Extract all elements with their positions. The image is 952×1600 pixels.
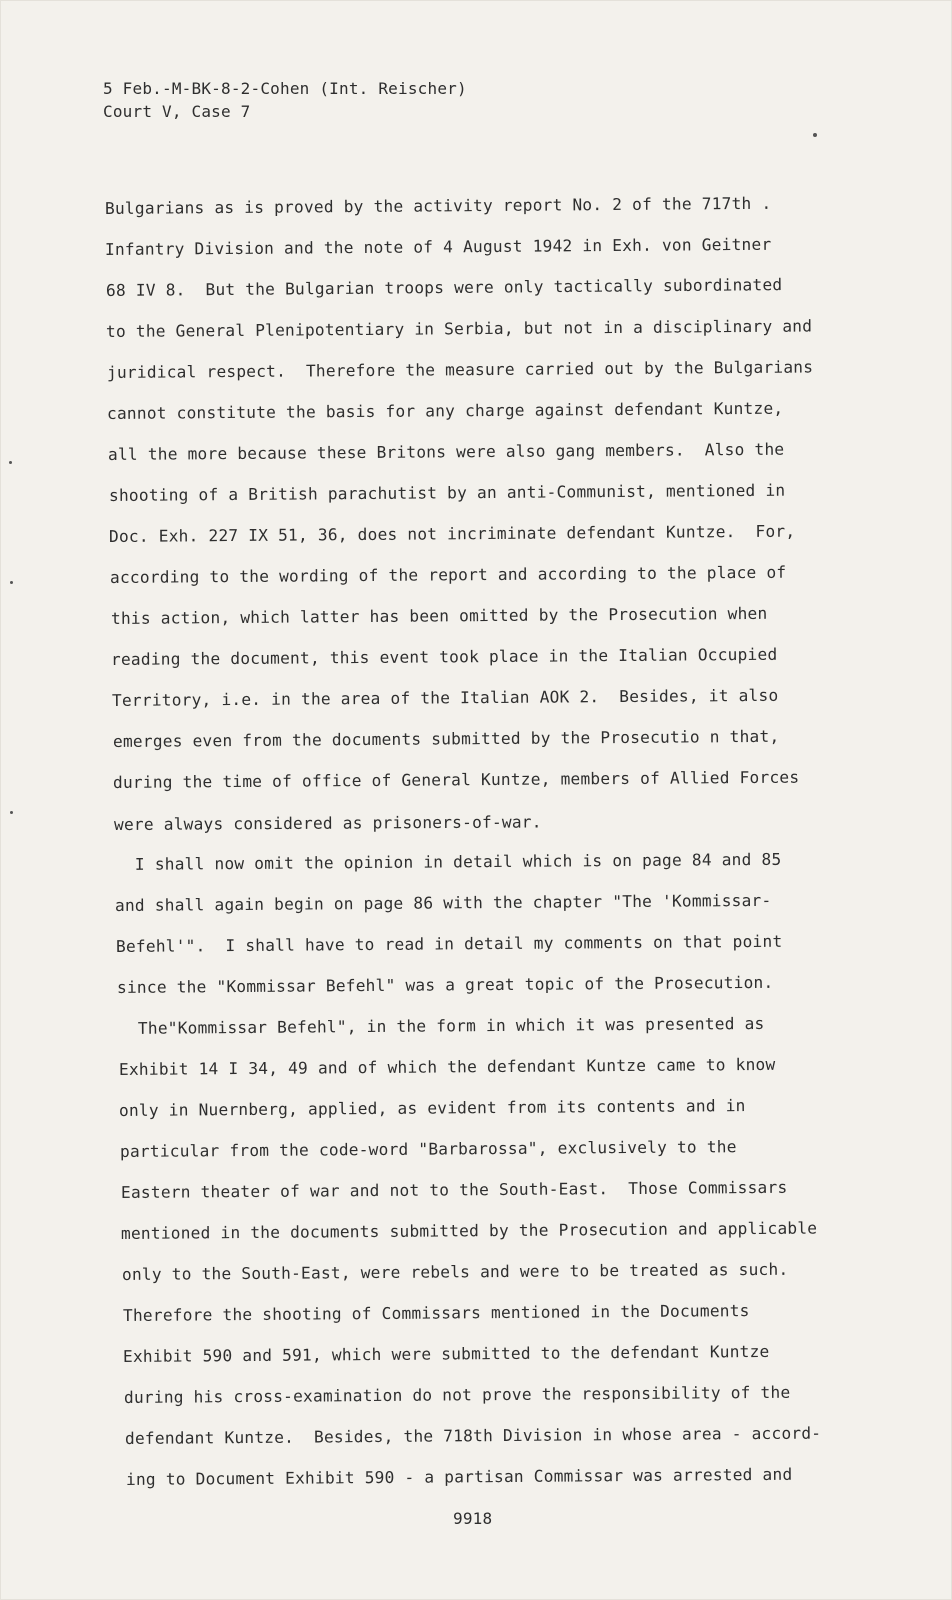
paper-speck	[9, 461, 12, 464]
body-line: shooting of a British parachutist by an anti-Communist, mentioned in	[108, 480, 786, 505]
body-line: ing to Document Exhibit 590 - a partisan Commissar was arrested and	[125, 1464, 793, 1489]
body-line: cannot constitute the basis for any charge against defendant Kuntze,	[106, 398, 784, 423]
body-line: reading the document, this event took place in the Italian Occupied	[110, 644, 778, 669]
body-line: Therefore the shooting of Commissars mentioned in the Documents	[122, 1301, 750, 1325]
body-line: Eastern theater of war and not to the South-East. Those Commissars	[120, 1177, 788, 1202]
body-line: all the more because these Britons were also gang members. Also the	[107, 439, 785, 464]
body-line: juridical respect. Therefore the measure carried out by the Bulgarians	[106, 357, 814, 382]
document-header	[103, 77, 467, 123]
body-line: Befehl'". I shall have to read in detail my comments on that point	[115, 931, 783, 956]
paper-speck	[10, 811, 13, 814]
body-line: during his cross-examination do not prove the responsibility of the	[123, 1382, 791, 1407]
body-line: and shall again begin on page 86 with the chapter "The 'Kommissar-	[114, 890, 772, 915]
body-line: Exhibit 14 I 34, 49 and of which the defendant Kuntze came to know	[118, 1054, 776, 1079]
body-line: Bulgarians as is proved by the activity report No. 2 of the 717th .	[104, 193, 772, 218]
body-line: according to the wording of the report and according to the place of	[109, 562, 787, 587]
body-line: mentioned in the documents submitted by the Prosecution and applicable	[120, 1218, 818, 1243]
body-line: this action, which latter has been omitted by the Prosecution when	[110, 603, 768, 628]
header-reference: 5 Feb.-M-BK-8-2-Cohen (Int. Reischer)	[103, 79, 467, 98]
body-line: I shall now omit the opinion in detail which is on page 84 and 85	[114, 849, 782, 874]
body-line: Territory, i.e. in the area of the Italian AOK 2. Besides, it also	[111, 685, 779, 710]
header-court-case: Court V, Case 7	[103, 102, 251, 121]
body-line: defendant Kuntze. Besides, the 718th Division in whose area - accord-	[124, 1423, 822, 1448]
body-line: were always considered as prisoners-of-war.	[113, 812, 542, 834]
body-line: Doc. Exh. 227 IX 51, 36, does not incriminate defendant Kuntze. For,	[108, 521, 796, 546]
body-line: The"Kommissar Befehl", in the form in which it was presented as	[117, 1013, 765, 1038]
body-line: to the General Plenipotentiary in Serbia, but not in a disciplinary and	[105, 316, 813, 341]
body-line: 68 IV 8. But the Bulgarian troops were only tactically subordinated	[105, 275, 783, 300]
paper-speck	[10, 581, 13, 584]
page-number: 9918	[453, 1509, 493, 1528]
body-line: during the time of office of General Kuntze, members of Allied Forces	[112, 767, 800, 792]
body-line: since the "Kommissar Befehl" was a great topic of the Prosecution.	[116, 972, 774, 997]
body-line: only to the South-East, were rebels and were to be treated as such.	[121, 1259, 789, 1284]
body-line: Exhibit 590 and 591, which were submitted to the defendant Kuntze	[122, 1341, 770, 1366]
body-line: only in Nuernberg, applied, as evident from its contents and in	[118, 1096, 746, 1120]
paper-speck	[813, 133, 817, 137]
body-line: particular from the code-word "Barbarossa", exclusively to the	[119, 1137, 737, 1161]
body-line: emerges even from the documents submitted by the Prosecutio n that,	[112, 726, 780, 751]
body-line: Infantry Division and the note of 4 August 1942 in Exh. von Geitner	[104, 234, 772, 259]
